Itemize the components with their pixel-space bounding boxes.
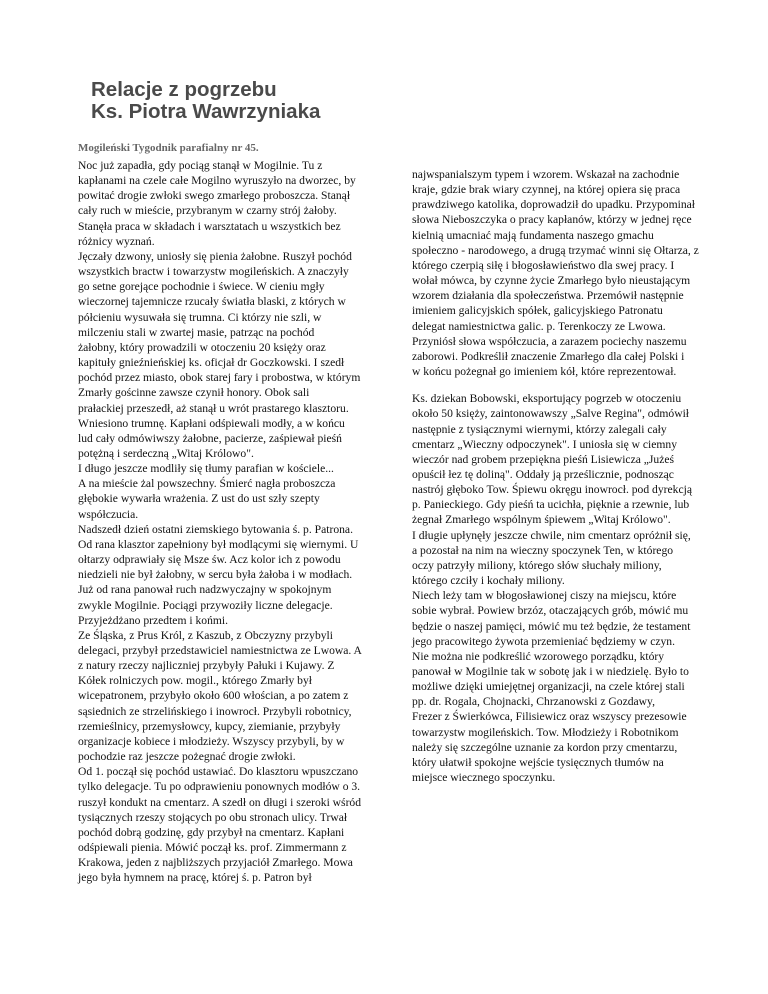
text-line: lud cały odmówiwszy żałobne, pacierze, zaśpiewał pieśń: [78, 431, 342, 445]
right-column: [412, 167, 722, 785]
text-line: a pozostał na nim na wieczny spoczynek Ten, w którego: [412, 543, 674, 557]
left-column: [78, 158, 388, 886]
text-line: sąsiednich ze strzelińskiego i inowrocł. Przybyli robotnicy,: [78, 704, 352, 718]
text-line: organizacje kobiece i młodzieży. Wszyscy przybyli, by w: [78, 734, 345, 748]
text-line: kapituły gnieźnieńskiej ks. oficjał dr Goczkowski. I szedł: [78, 356, 345, 370]
text-line: wołał mówca, by czynne życie Zmarłego było nieustającym: [412, 274, 691, 288]
text-line: Już od rana panował ruch nadzwyczajny w spokojnym: [78, 583, 332, 597]
text-line: Stanęła praca w składach i warsztatach u wszystkich bez: [78, 219, 341, 233]
text-line: wieczornej tajemnicze rzucały światła blaski, z których w: [78, 295, 346, 309]
text-line: będzie o naszej pamięci, mówić mu też będzie, że testament: [412, 619, 691, 633]
text-line: Nadszedł dzień ostatni ziemskiego bytowania ś. p. Patrona.: [78, 522, 353, 536]
text-line: społeczno - narodowego, a drugą trzymać winni się Ołtarza, z: [412, 243, 699, 257]
text-line: kraje, gdzie brak wiary czynnej, na której opiera się praca: [412, 183, 681, 197]
right-paragraph-2: [412, 391, 722, 785]
text-line: wieczór nad grobem przepiękna pieśń Lisiewicza „Jużeś: [412, 452, 675, 466]
text-line: należy się szczególne uznanie za kordon przy cmentarzu,: [412, 740, 678, 754]
text-line: najwspanialszym typem i wzorem. Wskazał na zachodnie: [412, 168, 680, 181]
text-line: powitać drogie zwłoki swego zmarłego proboszcza. Stanął: [78, 189, 351, 203]
text-line: p. Panieckiego. Gdy pieśń ta ucichła, pięknie a rzewnie, lub: [412, 498, 690, 512]
text-line: którego czciły i kochały miliony.: [412, 574, 565, 588]
text-line: ruszył kondukt na cmentarz. A szedł on długi i szeroki wśród: [78, 795, 362, 809]
text-line: następnie z tysiącznymi wiernymi, którzy zalegali cały: [412, 422, 667, 436]
text-line: półcieniu wysuwała się trumna. Ci którzy nie szli, w: [78, 310, 322, 324]
text-line: z natury rzeczy najliczniej przybyły Pałuki i Kujawy. Z: [78, 659, 335, 673]
paragraph-gap: [412, 379, 722, 391]
text-line: około 50 księży, zaintonowawszy „Salve Regina", odmówił: [412, 407, 690, 421]
text-line: zaborowi. Podkreślił znaczenie Zmarłego dla całej Polski i: [412, 349, 685, 363]
text-line: Krakowa, jeden z najbliższych przyjaciół Zmarłego. Mowa: [78, 856, 353, 870]
text-line: potężną i serdeczną „Witaj Królowo".: [78, 446, 254, 460]
text-line: głębokie wywarła wrażenia. Z ust do ust szły szepty: [78, 492, 320, 506]
text-line: Kółek rolniczych pow. mogil., którego Zmarły był: [78, 674, 312, 688]
text-line: milczeniu stali w zwartej masie, patrząc na pochód: [78, 325, 315, 339]
text-line: kapłanami na czele całe Mogilno wyruszyło na dworzec, by: [78, 174, 356, 188]
text-line: cały ruch w mieście, przybranym w czarny strój żałoby.: [78, 204, 337, 218]
text-line: Wniesiono trumnę. Kapłani odśpiewali modły, a w końcu: [78, 416, 345, 430]
text-line: I długo jeszcze modliły się tłumy parafian w kościele...: [78, 462, 334, 476]
text-line: żegnał Zmarłego wspólnym śpiewem „Witaj Królowo".: [412, 513, 671, 527]
text-line: żałobny, który prowadzili w otoczeniu 20 księży oraz: [78, 340, 326, 354]
text-line: Jęczały dzwony, uniosły się pienia żałobne. Ruszył pochód: [78, 249, 352, 263]
text-line: oczy patrzyły miliony, którego słów słuchały miliony,: [412, 558, 662, 572]
text-line: Od 1. począł się pochód ustawiać. Do klasztoru wpuszczano: [78, 765, 359, 779]
text-line: niedzieli nie był żałobny, w sercu była żałoba i w modłach.: [78, 568, 353, 582]
text-line: możliwe dzięki umiejętnej organizacji, na czele której stali: [412, 680, 685, 694]
text-line: imieniem galicyjskich spółek, galicyjskiego Patronatu: [412, 304, 663, 318]
text-line: tysiącznych rzeszy stojących po obu stronach ulicy. Trwał: [78, 810, 348, 824]
text-line: Nie można nie podkreślić wzorowego porządku, który: [412, 649, 665, 663]
text-line: tylko delegacje. Tu po odprawieniu ponownych modłów o 3.: [78, 780, 361, 794]
text-line: A na mieście żal powszechny. Śmierć nagła proboszcza: [78, 477, 336, 491]
text-line: słowa Nieboszczyka o pracy kapłanów, którzy w jednej ręce: [412, 213, 692, 227]
text-line: cmentarz „Wieczny odpoczynek". I uniosła się w ciemny: [412, 437, 678, 451]
text-line: Przyniósł słowa współczucia, a zarazem pociechy naszemu: [412, 334, 687, 348]
right-paragraph-1: [412, 167, 722, 379]
text-line: Frezer z Świerkówca, Filisiewicz oraz wszyscy prezesowie: [412, 710, 687, 724]
text-line: sobie wybrał. Powiew brzóz, otaczających grób, mówić mu: [412, 604, 689, 618]
text-line: współczucia.: [78, 507, 139, 521]
text-line: rzemieślnicy, przemysłowcy, kupcy, ziemianie, przybyły: [78, 719, 341, 733]
text-line: który ułatwił spokojne wejście tysięcznych tłumów na: [412, 755, 664, 769]
text-line: nastrój głęboko Tow. Śpiewu okręgu inowrocł. pod dyrekcją: [412, 483, 692, 497]
text-line: Ks. dziekan Bobowski, eksportujący pogrzeb w otoczeniu: [412, 392, 682, 406]
text-line: zwykle Mogilnie. Pociągi przywoziły liczne delegacje.: [78, 598, 333, 612]
text-line: Niech leży tam w błogosławionej ciszy na miejscu, które: [412, 589, 677, 603]
text-line: pp. dr. Rogala, Chojnacki, Chrzanowski z Gozdawy,: [412, 695, 655, 709]
text-line: wicepatronem, przybyło około 600 włościan, a po zatem z: [78, 689, 349, 703]
text-line: delegat namiestnictwa galic. p. Terenkoczy ze Lwowa.: [412, 319, 666, 333]
text-line: go setne gorejące pochodnie i świece. W cieniu mgły: [78, 280, 325, 294]
text-line: pochód przez miasto, obok starej fary i probostwa, w którym: [78, 371, 361, 385]
title-line-2: Ks. Piotra Wawrzyniaka: [91, 100, 321, 123]
text-line: jego była hymnem na pracę, której ś. p. Patron był: [78, 871, 312, 885]
text-line: pochód dobrą godzinę, gdy przybył na cmentarz. Kapłani: [78, 825, 345, 839]
text-line: prałackiej przeszedł, aż stanął u wrót prastarego klasztoru.: [78, 401, 349, 415]
text-line: I długie upłynęły jeszcze chwile, nim cmentarz opróżnił się,: [412, 528, 691, 542]
title-line-1: Relacje z pogrzebu: [91, 78, 277, 101]
text-line: Od rana klasztor zapełniony był modlącymi się wiernymi. U: [78, 537, 359, 551]
text-line: ołtarzy odprawiały się Msze św. Acz kolor ich z powodu: [78, 553, 341, 567]
text-line: Przyjeżdżano przedtem i końmi.: [78, 613, 229, 627]
text-line: odśpiewali pienia. Mówić począł ks. prof. Zimmermann z: [78, 841, 347, 855]
text-line: miejsce wiecznego spoczynku.: [412, 771, 556, 785]
text-line: kielnią umacniać mają fundamenta naszego gmachu: [412, 228, 654, 242]
text-line: wzorem działania dla społeczeństwa. Przemówił następnie: [412, 289, 684, 303]
text-line: prawdziwego katolika, doprowadził do upadku. Przypominał: [412, 198, 696, 212]
document-title: [91, 79, 320, 123]
text-line: wszystkich bractw i towarzystw mogileńskich. A znaczyły: [78, 265, 349, 279]
text-line: Zmarły gościnne zawsze czynił honory. Obok sali: [78, 386, 310, 400]
text-line: pochodzie raz jeszcze pożegnać drogie zwłoki.: [78, 750, 296, 764]
text-line: w końcu pożegnał go imieniem kół, które reprezentował.: [412, 365, 677, 379]
text-line: jego pracowitego żywota przemieniać będziemy w czyn.: [412, 634, 675, 648]
text-line: różnicy wyznań.: [78, 234, 155, 248]
text-line: opuścił łez tę doliną". Oddały ją prześlicznie, podnosząc: [412, 467, 674, 481]
text-line: Ze Śląska, z Prus Król, z Kaszub, z Obczyzny przybyli: [78, 628, 333, 642]
source-line: Mogileński Tygodnik parafialny nr 45.: [78, 142, 259, 154]
text-line: delegaci, przybył przedstawiciel namiestnictwa ze Lwowa. A: [78, 644, 362, 657]
text-line: którego czerpią siłę i błogosławieństwo dla swej pracy. I: [412, 258, 675, 272]
text-line: panował w Mogilnie tak w sobotę jak i w niedzielę. Było to: [412, 665, 689, 678]
text-line: Noc już zapadła, gdy pociąg stanął w Mogilnie. Tu z: [78, 159, 323, 172]
text-line: towarzystw mogileńskich. Tow. Młodzieży i Robotnikom: [412, 725, 679, 739]
